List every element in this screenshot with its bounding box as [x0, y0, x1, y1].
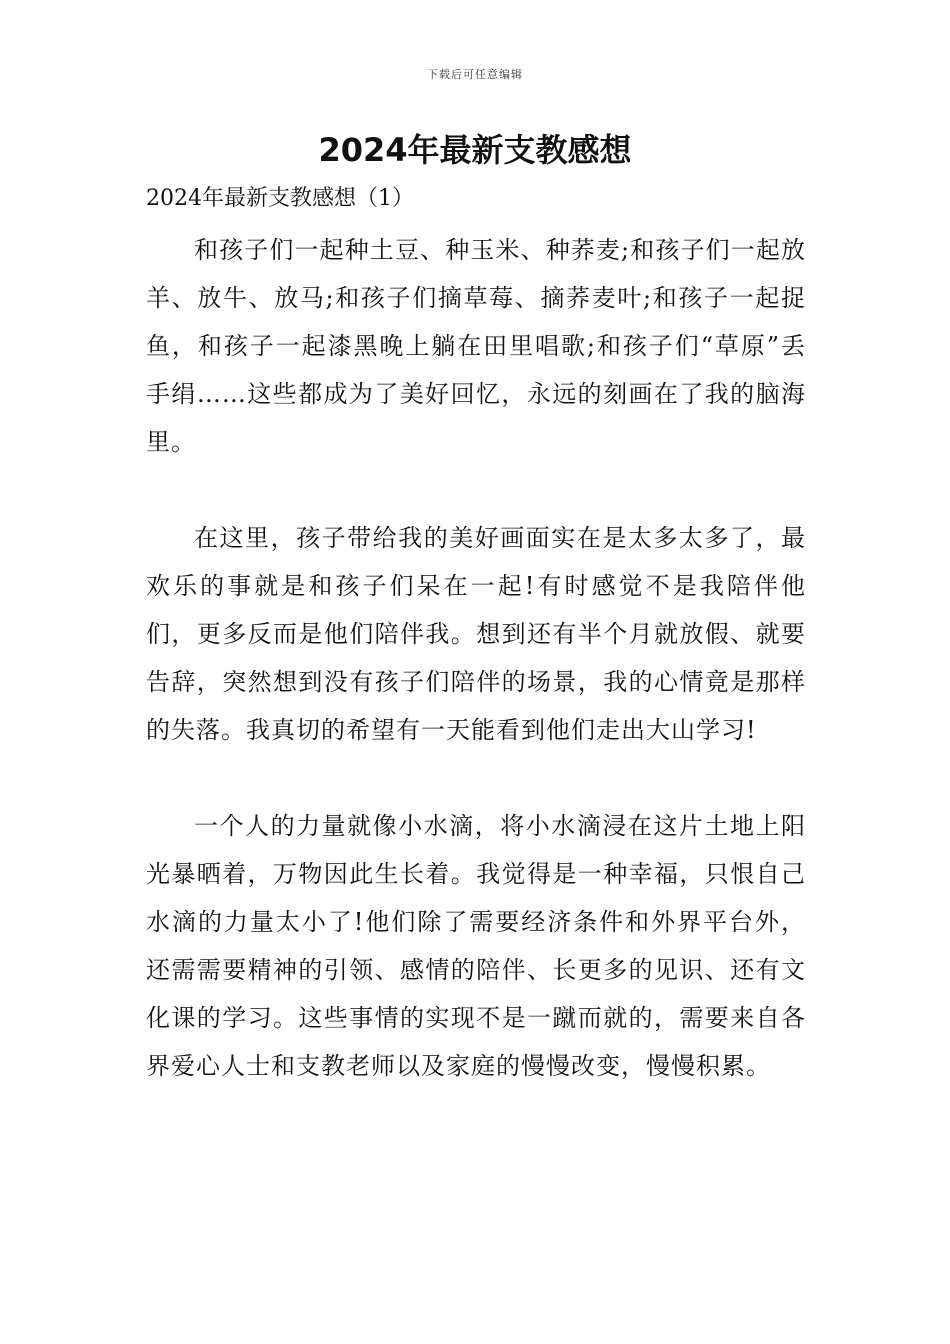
document-subtitle: 2024年最新支教感想（1）	[146, 186, 414, 211]
paragraph-3: 一个人的力量就像小水滴，将小水滴浸在这片土地上阳光暴晒着，万物因此生长着。我觉得是一种幸福，只恨自己水滴的力量太小了!他们除了需要经济条件和外界平台外，还需需要精神的引领、感情的陪伴、长更多的见识、还有文化课的学习。这些事情的实现不是一蹴而就的，需要来自各界爱心人士和支教老师以及家庭的慢慢改变，慢慢积累。	[146, 812, 806, 1080]
paragraph-1: 和孩子们一起种土豆、种玉米、种荞麦;和孩子们一起放羊、放牛、放马;和孩子们摘草莓、摘荞麦叶;和孩子一起捉鱼，和孩子一起漆黑晚上躺在田里唱歌;和孩子们“草原”丢手绢……这些都成为了美好回忆，永远的刻画在了我的脑海里。	[146, 236, 806, 456]
document-body	[146, 226, 806, 1138]
paragraph-2: 在这里，孩子带给我的美好画面实在是太多太多了，最欢乐的事就是和孩子们呆在一起!有时感觉不是我陪伴他们，更多反而是他们陪伴我。想到还有半个月就放假、就要告辞，突然想到没有孩子们陪伴的场景，我的心情竟是那样的失落。我真切的希望有一天能看到他们走出大山学习!	[146, 524, 806, 744]
page-header-note: 下载后可任意编辑	[427, 68, 523, 81]
document-title: 2024年最新支教感想	[318, 131, 632, 169]
